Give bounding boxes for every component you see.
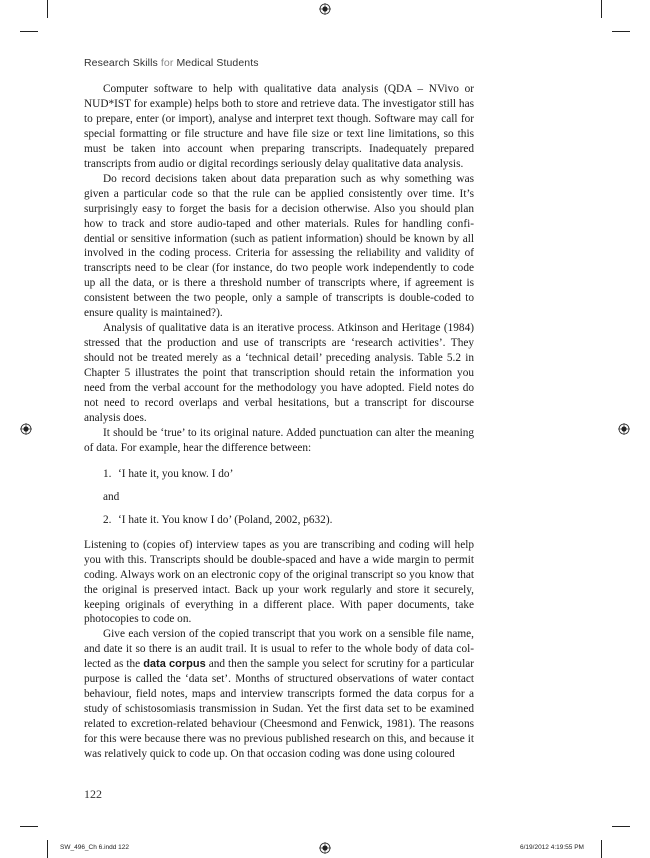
slug-timestamp: 6/19/2012 4:19:55 PM xyxy=(520,844,584,851)
registration-mark-right-icon xyxy=(618,423,630,435)
crop-mark-top-right-v xyxy=(601,0,602,18)
list-text: ‘I hate it, you know. I do’ xyxy=(118,467,234,480)
paragraph: Computer software to help with qualitative data analysis (QDA – NVivo or NUD*IST for example) helps both to store and retrieve data. The investigator still has to prepare, enter (or import), analyse and interpret text though. Software may call for special formatting or file structure and have file size or text line limitations, so this must be taken into account when preparing transcripts. Inadequately prepared transcripts from audio or digital recordings seriously delay qualitative data analysis. xyxy=(84,83,474,170)
paragraph: Listening to (copies of) interview tapes as you are transcribing and coding will help you with this. Transcripts should be double-spaced and have a wide margin to permit coding. Always work on an electronic copy of the original transcript so you know that the original is preserved intact. Back up your work regularly and store it securely, keeping originals of everything in a different place. With paper documents, take photocopies to code on. xyxy=(84,538,474,626)
crop-mark-bottom-right-v xyxy=(601,840,602,858)
crop-mark-top-left-h xyxy=(20,31,38,32)
crop-mark-top-left-v xyxy=(47,0,48,18)
page-number: 122 xyxy=(84,787,102,801)
paragraph xyxy=(84,627,474,762)
list-text: ‘I hate it. You know I do’ (Poland, 2002, p632). xyxy=(118,513,333,526)
header-title-part: Research Skills xyxy=(84,57,161,69)
list-item xyxy=(84,467,474,482)
example-list xyxy=(84,467,474,528)
header-for: for xyxy=(160,57,174,69)
list-item xyxy=(84,513,474,528)
registration-mark-top-icon xyxy=(319,3,331,15)
registration-mark-left-icon xyxy=(20,423,32,435)
list-number: 2. xyxy=(103,513,112,526)
registration-mark-bottom-icon xyxy=(319,842,331,854)
list-number: 1. xyxy=(103,467,112,480)
crop-mark-bottom-left-h xyxy=(20,826,38,827)
crop-mark-bottom-right-h xyxy=(612,826,630,827)
crop-mark-top-right-h xyxy=(612,31,630,32)
paragraph-text: Give each version of the copied transcript that you work on a sensible file name, and date it so there is an audit trail. It is usual to refer to the whole body of data collected as the xyxy=(84,628,474,671)
slug-file-info: SW_496_Ch 6.indd 122 xyxy=(60,844,130,851)
paragraph: Do record decisions taken about data preparation such as why something was given a particular code so that the rule can be applied consistently over time. It’s surprisingly easy to forget the basis for a decision otherwise. Also you should plan how to track and store audio-taped and other materials. Rules for handling confidential or sensitive information (such as patient information) should be known by all involved in the coding process. Criteria for assessing the reliability and validity of transcripts need to be clear (for instance, do two people work independently to code up all the data, or is there a threshold number of transcripts where, if agreement is consistent between the two people, only a sample of transcripts is double-coded to ensure quality is maintained?). xyxy=(84,172,474,320)
header-title-part: Medical Students xyxy=(173,57,259,69)
crop-mark-bottom-left-v xyxy=(47,840,48,858)
paragraph: It should be ‘true’ to its original nature. Added punctuation can alter the meaning of data. For example, hear the difference between: xyxy=(84,426,474,454)
paragraph-text: and then the sample you select for scrutiny for a particular purpose is called the ‘data set’. Months of structured observations of water contact behaviour, field notes, maps and interview transcripts formed the data corpus for a study of schistosomiasis transmission in Sudan. Yet the first data set to be examined related to excretion-related behaviour (Cheesmond and Fenwick, 1981). The reasons for this were because there was no previous published research on this, and because it was relatively quick to code up. On that occasion coding was done using coloured xyxy=(84,658,474,761)
running-header xyxy=(84,57,259,69)
paragraph: Analysis of qualitative data is an iterative process. Atkinson and Heritage (1984) stressed that the production and use of transcripts are ‘research activities’. They should not be treated merely as a ‘technical detail’ preceding analysis. Table 5.2 in Chapter 5 illustrates the point that transcription should retain the information you need from the verbal account for the methodology you have adopted. Field notes do not need to record overlaps and verbal hesitations, but a transcript for discourse analysis does. xyxy=(84,322,474,424)
bold-term: data corpus xyxy=(143,658,206,671)
body-text xyxy=(84,82,474,762)
list-conjunction: and xyxy=(103,490,120,503)
